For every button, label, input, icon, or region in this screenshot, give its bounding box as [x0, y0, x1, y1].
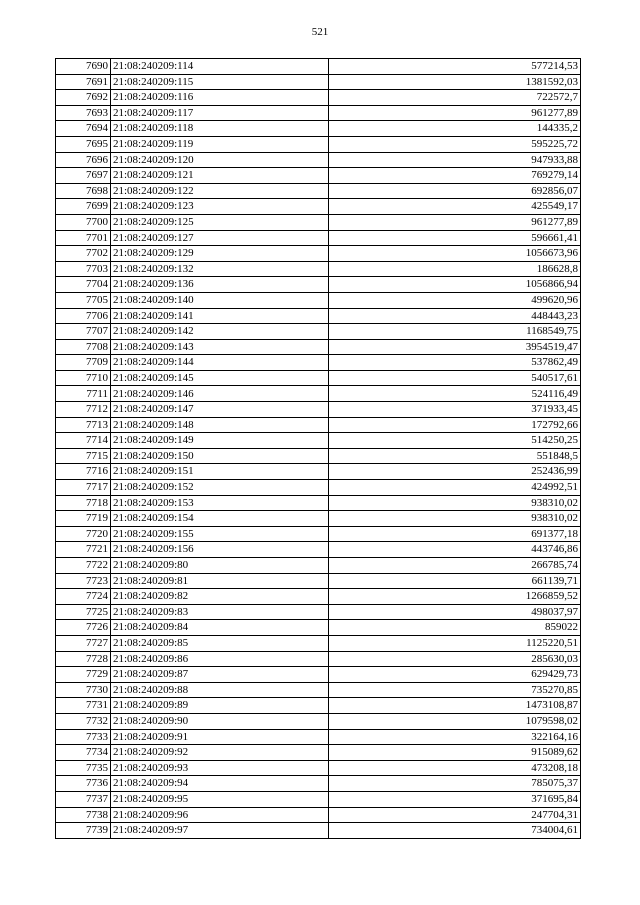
cadastral-code-cell: 21:08:240209:153: [111, 495, 329, 511]
cadastral-code-cell: 21:08:240209:141: [111, 308, 329, 324]
row-number-cell: 7703: [56, 261, 111, 277]
table-row: [56, 370, 581, 386]
amount-cell: 734004,61: [329, 823, 581, 839]
table-row: [56, 667, 581, 683]
amount-cell: 144335,2: [329, 121, 581, 137]
amount-cell: 448443,23: [329, 308, 581, 324]
amount-cell: 692856,07: [329, 183, 581, 199]
row-number-cell: 7738: [56, 807, 111, 823]
amount-cell: 537862,49: [329, 355, 581, 371]
table-row: [56, 682, 581, 698]
amount-cell: 769279,14: [329, 168, 581, 184]
row-number-cell: 7713: [56, 417, 111, 433]
row-number-cell: 7707: [56, 324, 111, 340]
table-row: [56, 121, 581, 137]
cadastral-code-cell: 21:08:240209:142: [111, 324, 329, 340]
row-number-cell: 7711: [56, 386, 111, 402]
amount-cell: 499620,96: [329, 292, 581, 308]
amount-cell: 498037,97: [329, 604, 581, 620]
cadastral-code-cell: 21:08:240209:144: [111, 355, 329, 371]
cadastral-code-cell: 21:08:240209:129: [111, 246, 329, 262]
cadastral-code-cell: 21:08:240209:91: [111, 729, 329, 745]
table-row: [56, 136, 581, 152]
table-row: [56, 745, 581, 761]
table-row: [56, 526, 581, 542]
row-number-cell: 7696: [56, 152, 111, 168]
row-number-cell: 7727: [56, 635, 111, 651]
cadastral-code-cell: 21:08:240209:150: [111, 448, 329, 464]
cadastral-code-cell: 21:08:240209:97: [111, 823, 329, 839]
table-row: [56, 355, 581, 371]
row-number-cell: 7717: [56, 480, 111, 496]
cadastral-code-cell: 21:08:240209:88: [111, 682, 329, 698]
amount-cell: 551848,5: [329, 448, 581, 464]
data-table: [55, 58, 581, 839]
cadastral-code-cell: 21:08:240209:84: [111, 620, 329, 636]
amount-cell: 524116,49: [329, 386, 581, 402]
cadastral-code-cell: 21:08:240209:119: [111, 136, 329, 152]
row-number-cell: 7710: [56, 370, 111, 386]
table-row: [56, 573, 581, 589]
table-body: [56, 59, 581, 839]
table-row: [56, 791, 581, 807]
amount-cell: 172792,66: [329, 417, 581, 433]
cadastral-code-cell: 21:08:240209:143: [111, 339, 329, 355]
row-number-cell: 7731: [56, 698, 111, 714]
cadastral-code-cell: 21:08:240209:146: [111, 386, 329, 402]
table-row: [56, 448, 581, 464]
cadastral-code-cell: 21:08:240209:95: [111, 791, 329, 807]
table-row: [56, 105, 581, 121]
table-row: [56, 480, 581, 496]
cadastral-code-cell: 21:08:240209:90: [111, 713, 329, 729]
cadastral-code-cell: 21:08:240209:121: [111, 168, 329, 184]
table-row: [56, 74, 581, 90]
cadastral-code-cell: 21:08:240209:151: [111, 464, 329, 480]
amount-cell: 785075,37: [329, 776, 581, 792]
cadastral-code-cell: 21:08:240209:89: [111, 698, 329, 714]
table-row: [56, 542, 581, 558]
amount-cell: 424992,51: [329, 480, 581, 496]
cadastral-code-cell: 21:08:240209:147: [111, 402, 329, 418]
amount-cell: 661139,71: [329, 573, 581, 589]
amount-cell: 629429,73: [329, 667, 581, 683]
row-number-cell: 7737: [56, 791, 111, 807]
row-number-cell: 7691: [56, 74, 111, 90]
cadastral-code-cell: 21:08:240209:123: [111, 199, 329, 215]
cadastral-code-cell: 21:08:240209:136: [111, 277, 329, 293]
amount-cell: 577214,53: [329, 59, 581, 75]
table-row: [56, 511, 581, 527]
amount-cell: 1079598,02: [329, 713, 581, 729]
cadastral-code-cell: 21:08:240209:116: [111, 90, 329, 106]
table-row: [56, 604, 581, 620]
cadastral-code-cell: 21:08:240209:118: [111, 121, 329, 137]
row-number-cell: 7695: [56, 136, 111, 152]
row-number-cell: 7735: [56, 760, 111, 776]
table-row: [56, 386, 581, 402]
amount-cell: 1056866,94: [329, 277, 581, 293]
table-row: [56, 807, 581, 823]
table-row: [56, 620, 581, 636]
cadastral-code-cell: 21:08:240209:87: [111, 667, 329, 683]
table-row: [56, 417, 581, 433]
amount-cell: 514250,25: [329, 433, 581, 449]
row-number-cell: 7712: [56, 402, 111, 418]
table-row: [56, 59, 581, 75]
row-number-cell: 7709: [56, 355, 111, 371]
row-number-cell: 7739: [56, 823, 111, 839]
row-number-cell: 7708: [56, 339, 111, 355]
cadastral-code-cell: 21:08:240209:122: [111, 183, 329, 199]
cadastral-code-cell: 21:08:240209:85: [111, 635, 329, 651]
table-row: [56, 558, 581, 574]
cadastral-code-cell: 21:08:240209:117: [111, 105, 329, 121]
row-number-cell: 7701: [56, 230, 111, 246]
table-row: [56, 776, 581, 792]
amount-cell: 595225,72: [329, 136, 581, 152]
table-row: [56, 760, 581, 776]
amount-cell: 247704,31: [329, 807, 581, 823]
amount-cell: 371933,45: [329, 402, 581, 418]
cadastral-code-cell: 21:08:240209:155: [111, 526, 329, 542]
cadastral-code-cell: 21:08:240209:145: [111, 370, 329, 386]
row-number-cell: 7700: [56, 214, 111, 230]
row-number-cell: 7719: [56, 511, 111, 527]
cadastral-code-cell: 21:08:240209:156: [111, 542, 329, 558]
table-row: [56, 729, 581, 745]
row-number-cell: 7697: [56, 168, 111, 184]
cadastral-code-cell: 21:08:240209:115: [111, 74, 329, 90]
amount-cell: 425549,17: [329, 199, 581, 215]
row-number-cell: 7730: [56, 682, 111, 698]
table-row: [56, 339, 581, 355]
amount-cell: 1473108,87: [329, 698, 581, 714]
amount-cell: 1168549,75: [329, 324, 581, 340]
table-row: [56, 713, 581, 729]
cadastral-code-cell: 21:08:240209:114: [111, 59, 329, 75]
table-row: [56, 308, 581, 324]
amount-cell: 961277,89: [329, 214, 581, 230]
table-row: [56, 246, 581, 262]
amount-cell: 186628,8: [329, 261, 581, 277]
row-number-cell: 7725: [56, 604, 111, 620]
row-number-cell: 7732: [56, 713, 111, 729]
amount-cell: 859022: [329, 620, 581, 636]
amount-cell: 1381592,03: [329, 74, 581, 90]
cadastral-code-cell: 21:08:240209:81: [111, 573, 329, 589]
amount-cell: 252436,99: [329, 464, 581, 480]
table-row: [56, 651, 581, 667]
row-number-cell: 7726: [56, 620, 111, 636]
row-number-cell: 7704: [56, 277, 111, 293]
amount-cell: 266785,74: [329, 558, 581, 574]
row-number-cell: 7724: [56, 589, 111, 605]
row-number-cell: 7734: [56, 745, 111, 761]
amount-cell: 915089,62: [329, 745, 581, 761]
table-row: [56, 635, 581, 651]
row-number-cell: 7728: [56, 651, 111, 667]
cadastral-code-cell: 21:08:240209:93: [111, 760, 329, 776]
cadastral-code-cell: 21:08:240209:140: [111, 292, 329, 308]
table-row: [56, 823, 581, 839]
cadastral-code-cell: 21:08:240209:94: [111, 776, 329, 792]
amount-cell: 938310,02: [329, 495, 581, 511]
cadastral-code-cell: 21:08:240209:83: [111, 604, 329, 620]
cadastral-code-cell: 21:08:240209:120: [111, 152, 329, 168]
amount-cell: 735270,85: [329, 682, 581, 698]
amount-cell: 473208,18: [329, 760, 581, 776]
amount-cell: 3954519,47: [329, 339, 581, 355]
cadastral-code-cell: 21:08:240209:152: [111, 480, 329, 496]
row-number-cell: 7721: [56, 542, 111, 558]
table-row: [56, 230, 581, 246]
cadastral-code-cell: 21:08:240209:96: [111, 807, 329, 823]
cadastral-code-cell: 21:08:240209:132: [111, 261, 329, 277]
table-row: [56, 698, 581, 714]
amount-cell: 961277,89: [329, 105, 581, 121]
amount-cell: 1056673,96: [329, 246, 581, 262]
row-number-cell: 7723: [56, 573, 111, 589]
table-row: [56, 402, 581, 418]
row-number-cell: 7705: [56, 292, 111, 308]
table-row: [56, 277, 581, 293]
amount-cell: 1125220,51: [329, 635, 581, 651]
cadastral-code-cell: 21:08:240209:148: [111, 417, 329, 433]
table-row: [56, 324, 581, 340]
cadastral-code-cell: 21:08:240209:92: [111, 745, 329, 761]
row-number-cell: 7718: [56, 495, 111, 511]
amount-cell: 285630,03: [329, 651, 581, 667]
table-row: [56, 589, 581, 605]
row-number-cell: 7733: [56, 729, 111, 745]
row-number-cell: 7706: [56, 308, 111, 324]
page-number: 521: [311, 26, 329, 38]
row-number-cell: 7714: [56, 433, 111, 449]
cadastral-code-cell: 21:08:240209:127: [111, 230, 329, 246]
row-number-cell: 7702: [56, 246, 111, 262]
cadastral-code-cell: 21:08:240209:82: [111, 589, 329, 605]
cadastral-code-cell: 21:08:240209:154: [111, 511, 329, 527]
table-row: [56, 495, 581, 511]
table-row: [56, 168, 581, 184]
amount-cell: 947933,88: [329, 152, 581, 168]
table-row: [56, 433, 581, 449]
table-row: [56, 90, 581, 106]
cadastral-code-cell: 21:08:240209:86: [111, 651, 329, 667]
row-number-cell: 7692: [56, 90, 111, 106]
table-row: [56, 214, 581, 230]
amount-cell: 722572,7: [329, 90, 581, 106]
cadastral-code-cell: 21:08:240209:149: [111, 433, 329, 449]
row-number-cell: 7716: [56, 464, 111, 480]
amount-cell: 596661,41: [329, 230, 581, 246]
row-number-cell: 7722: [56, 558, 111, 574]
amount-cell: 938310,02: [329, 511, 581, 527]
row-number-cell: 7729: [56, 667, 111, 683]
amount-cell: 540517,61: [329, 370, 581, 386]
row-number-cell: 7720: [56, 526, 111, 542]
amount-cell: 1266859,52: [329, 589, 581, 605]
amount-cell: 371695,84: [329, 791, 581, 807]
row-number-cell: 7693: [56, 105, 111, 121]
cadastral-code-cell: 21:08:240209:125: [111, 214, 329, 230]
amount-cell: 443746,86: [329, 542, 581, 558]
row-number-cell: 7698: [56, 183, 111, 199]
row-number-cell: 7736: [56, 776, 111, 792]
row-number-cell: 7699: [56, 199, 111, 215]
amount-cell: 691377,18: [329, 526, 581, 542]
table-row: [56, 464, 581, 480]
amount-cell: 322164,16: [329, 729, 581, 745]
cadastral-code-cell: 21:08:240209:80: [111, 558, 329, 574]
table-row: [56, 183, 581, 199]
row-number-cell: 7715: [56, 448, 111, 464]
table-row: [56, 292, 581, 308]
row-number-cell: 7690: [56, 59, 111, 75]
table-row: [56, 199, 581, 215]
table-row: [56, 152, 581, 168]
row-number-cell: 7694: [56, 121, 111, 137]
table-row: [56, 261, 581, 277]
